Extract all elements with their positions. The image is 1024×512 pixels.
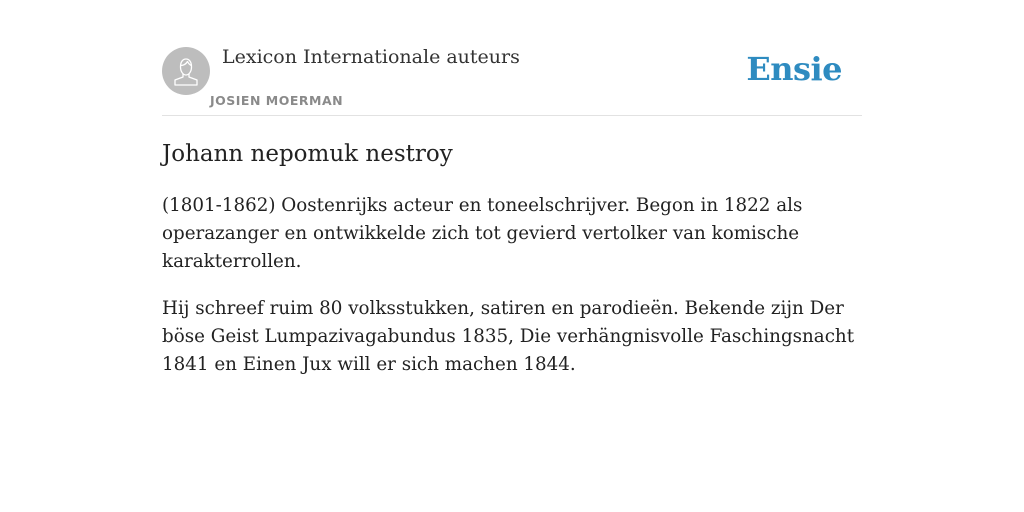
article xyxy=(162,138,862,398)
entry-title: Johann nepomuk nestroy xyxy=(162,141,453,167)
brand-logo[interactable]: Ensie xyxy=(746,50,842,88)
user-icon xyxy=(162,47,210,95)
header xyxy=(162,40,862,116)
author-name[interactable]: JOSIEN MOERMAN xyxy=(210,93,344,108)
source-title[interactable]: Lexicon Internationale auteurs xyxy=(222,46,520,68)
article-paragraph: Hij schreef ruim 80 volksstukken, satiren en parodieën. Bekende zijn Der böse Geist Lumpazivagabundus 1835, Die verhängnisvolle Faschingsnacht 1841 en Einen Jux will er sich machen 1844. xyxy=(162,298,855,375)
article-paragraph: (1801-1862) Oostenrijks acteur en toneelschrijver. Begon in 1822 als operazanger en ontwikkelde zich tot gevierd vertolker van komische karakterrollen. xyxy=(162,195,803,272)
author-avatar[interactable] xyxy=(162,47,210,95)
